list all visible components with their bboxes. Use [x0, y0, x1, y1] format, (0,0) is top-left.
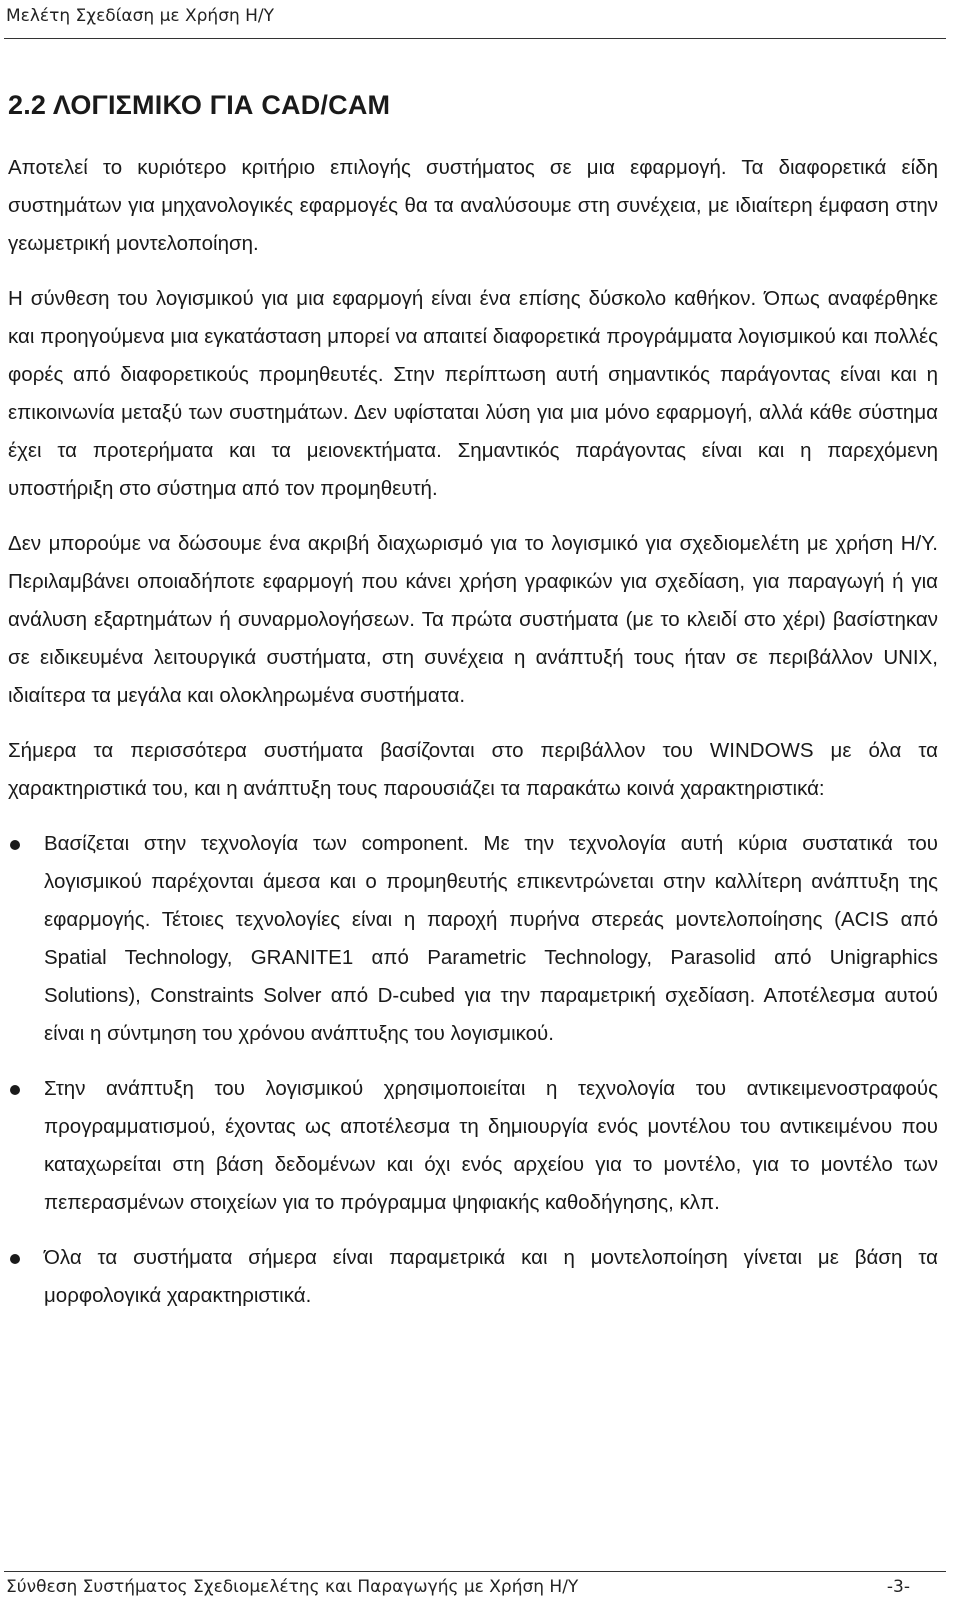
list-item: [8, 1239, 938, 1315]
header-divider: [4, 38, 946, 39]
page-number: -3-: [886, 1577, 910, 1597]
list-item-text: Στην ανάπτυξη του λογισμικού χρησιμοποιείται η τεχνολογία του αντικειμενοστραφούς προγραμματισμού, έχοντας ως αποτέλεσμα τη δημιουργία ενός μοντέλου του αντικειμένου που καταχωρείται στη βάση δεδομένων και όχι ενός αρχείου για το μοντέλο, για το μοντέλο των πεπερασμένων στοιχείων για το πρόγραμμα ψηφιακής καθοδήγησης, κλπ.: [44, 1077, 938, 1214]
paragraph-windows-systems: Σήμερα τα περισσότερα συστήματα βασίζονται στο περιβάλλον του WINDOWS με όλα τα χαρακτηριστικά του, και η ανάπτυξη τους παρουσιάζει τα παρακάτω κοινά χαρακτηριστικά:: [8, 739, 938, 800]
paragraph-criterion: Αποτελεί το κυριότερο κριτήριο επιλογής συστήματος σε μια εφαρμογή. Τα διαφορετικά είδη συστημάτων για μηχανολογικές εφαρμογές θα τα αναλύσουμε στη συνέχεια, με ιδιαίτερη έμφαση στην γεωμετρική μοντελοποίηση.: [8, 156, 938, 255]
list-item-text: Βασίζεται στην τεχνολογία των component. Με την τεχνολογία αυτή κύρια συστατικά του λογισμικού παρέχονται άμεσα και ο προμηθευτής επικεντρώνεται στην καλλίτερη ανάπτυξη της εφαρμογής. Τέτοιες τεχνολογίες είναι η παροχή πυρήνα στερεάς μοντελοποίησης (ACIS από Spatial Technology, GRANITE1 από Parametric Technology, Parasolid από Unigraphics Solutions), Constraints Solver από D-cubed για την παραμετρική σχεδίαση. Αποτέλεσμα αυτού είναι η σύντμηση του χρόνου ανάπτυξης του λογισμικού.: [44, 832, 938, 1045]
footer-title: Σύνθεση Συστήματος Σχεδιομελέτης και Παραγωγής με Χρήση Η/Υ: [6, 1577, 579, 1597]
running-header: Μελέτη Σχεδίαση με Χρήση Η/Υ: [6, 6, 275, 26]
footer-divider: [4, 1571, 946, 1572]
bullet-icon: [10, 840, 20, 850]
characteristics-list: [8, 825, 938, 1315]
section-heading: 2.2 ΛΟΓΙΣΜΙΚΟ ΓΙΑ CAD/CAM: [8, 90, 391, 120]
paragraph-software-classification: Δεν μπορούμε να δώσουμε ένα ακριβή διαχωρισμό για το λογισμικό για σχεδιομελέτη με χρήση Η/Υ. Περιλαμβάνει οποιαδήποτε εφαρμογή που κάνει χρήση γραφικών για σχεδίαση, για παραγωγή ή για ανάλυση εξαρτημάτων ή συναρμολογήσεων. Τα πρώτα συστήματα (με το κλειδί στο χέρι) βασίστηκαν σε ειδικευμένα λειτουργικά συστήματα, στη συνέχεια η ανάπτυξή τους ήταν σε περιβάλλον UNIX, ιδιαίτερα τα μεγάλα και ολοκληρωμένα συστήματα.: [8, 532, 938, 707]
paragraph-software-composition: Η σύνθεση του λογισμικού για μια εφαρμογή είναι ένα επίσης δύσκολο καθήκον. Όπως αναφέρθηκε και προηγούμενα μια εγκατάσταση μπορεί να απαιτεί διαφορετικά προγράμματα λογισμικού και πολλές φορές από διαφορετικούς προμηθευτές. Στην περίπτωση αυτή σημαντικός παράγοντας είναι και η επικοινωνία μεταξύ των συστημάτων. Δεν υφίσταται λύση για μια μόνο εφαρμογή, αλλά κάθε σύστημα έχει τα προτερήματα και τα μειονεκτήματα. Σημαντικός παράγοντας είναι και η παρεχόμενη υποστήριξη στο σύστημα από τον προμηθευτή.: [8, 287, 938, 500]
bullet-icon: [10, 1085, 20, 1095]
list-item: [8, 1070, 938, 1222]
page-body: [8, 149, 938, 1332]
list-item: [8, 825, 938, 1053]
bullet-icon: [10, 1254, 20, 1264]
list-item-text: Όλα τα συστήματα σήμερα είναι παραμετρικά και η μοντελοποίηση γίνεται με βάση τα μορφολογικά χαρακτηριστικά.: [44, 1246, 938, 1307]
